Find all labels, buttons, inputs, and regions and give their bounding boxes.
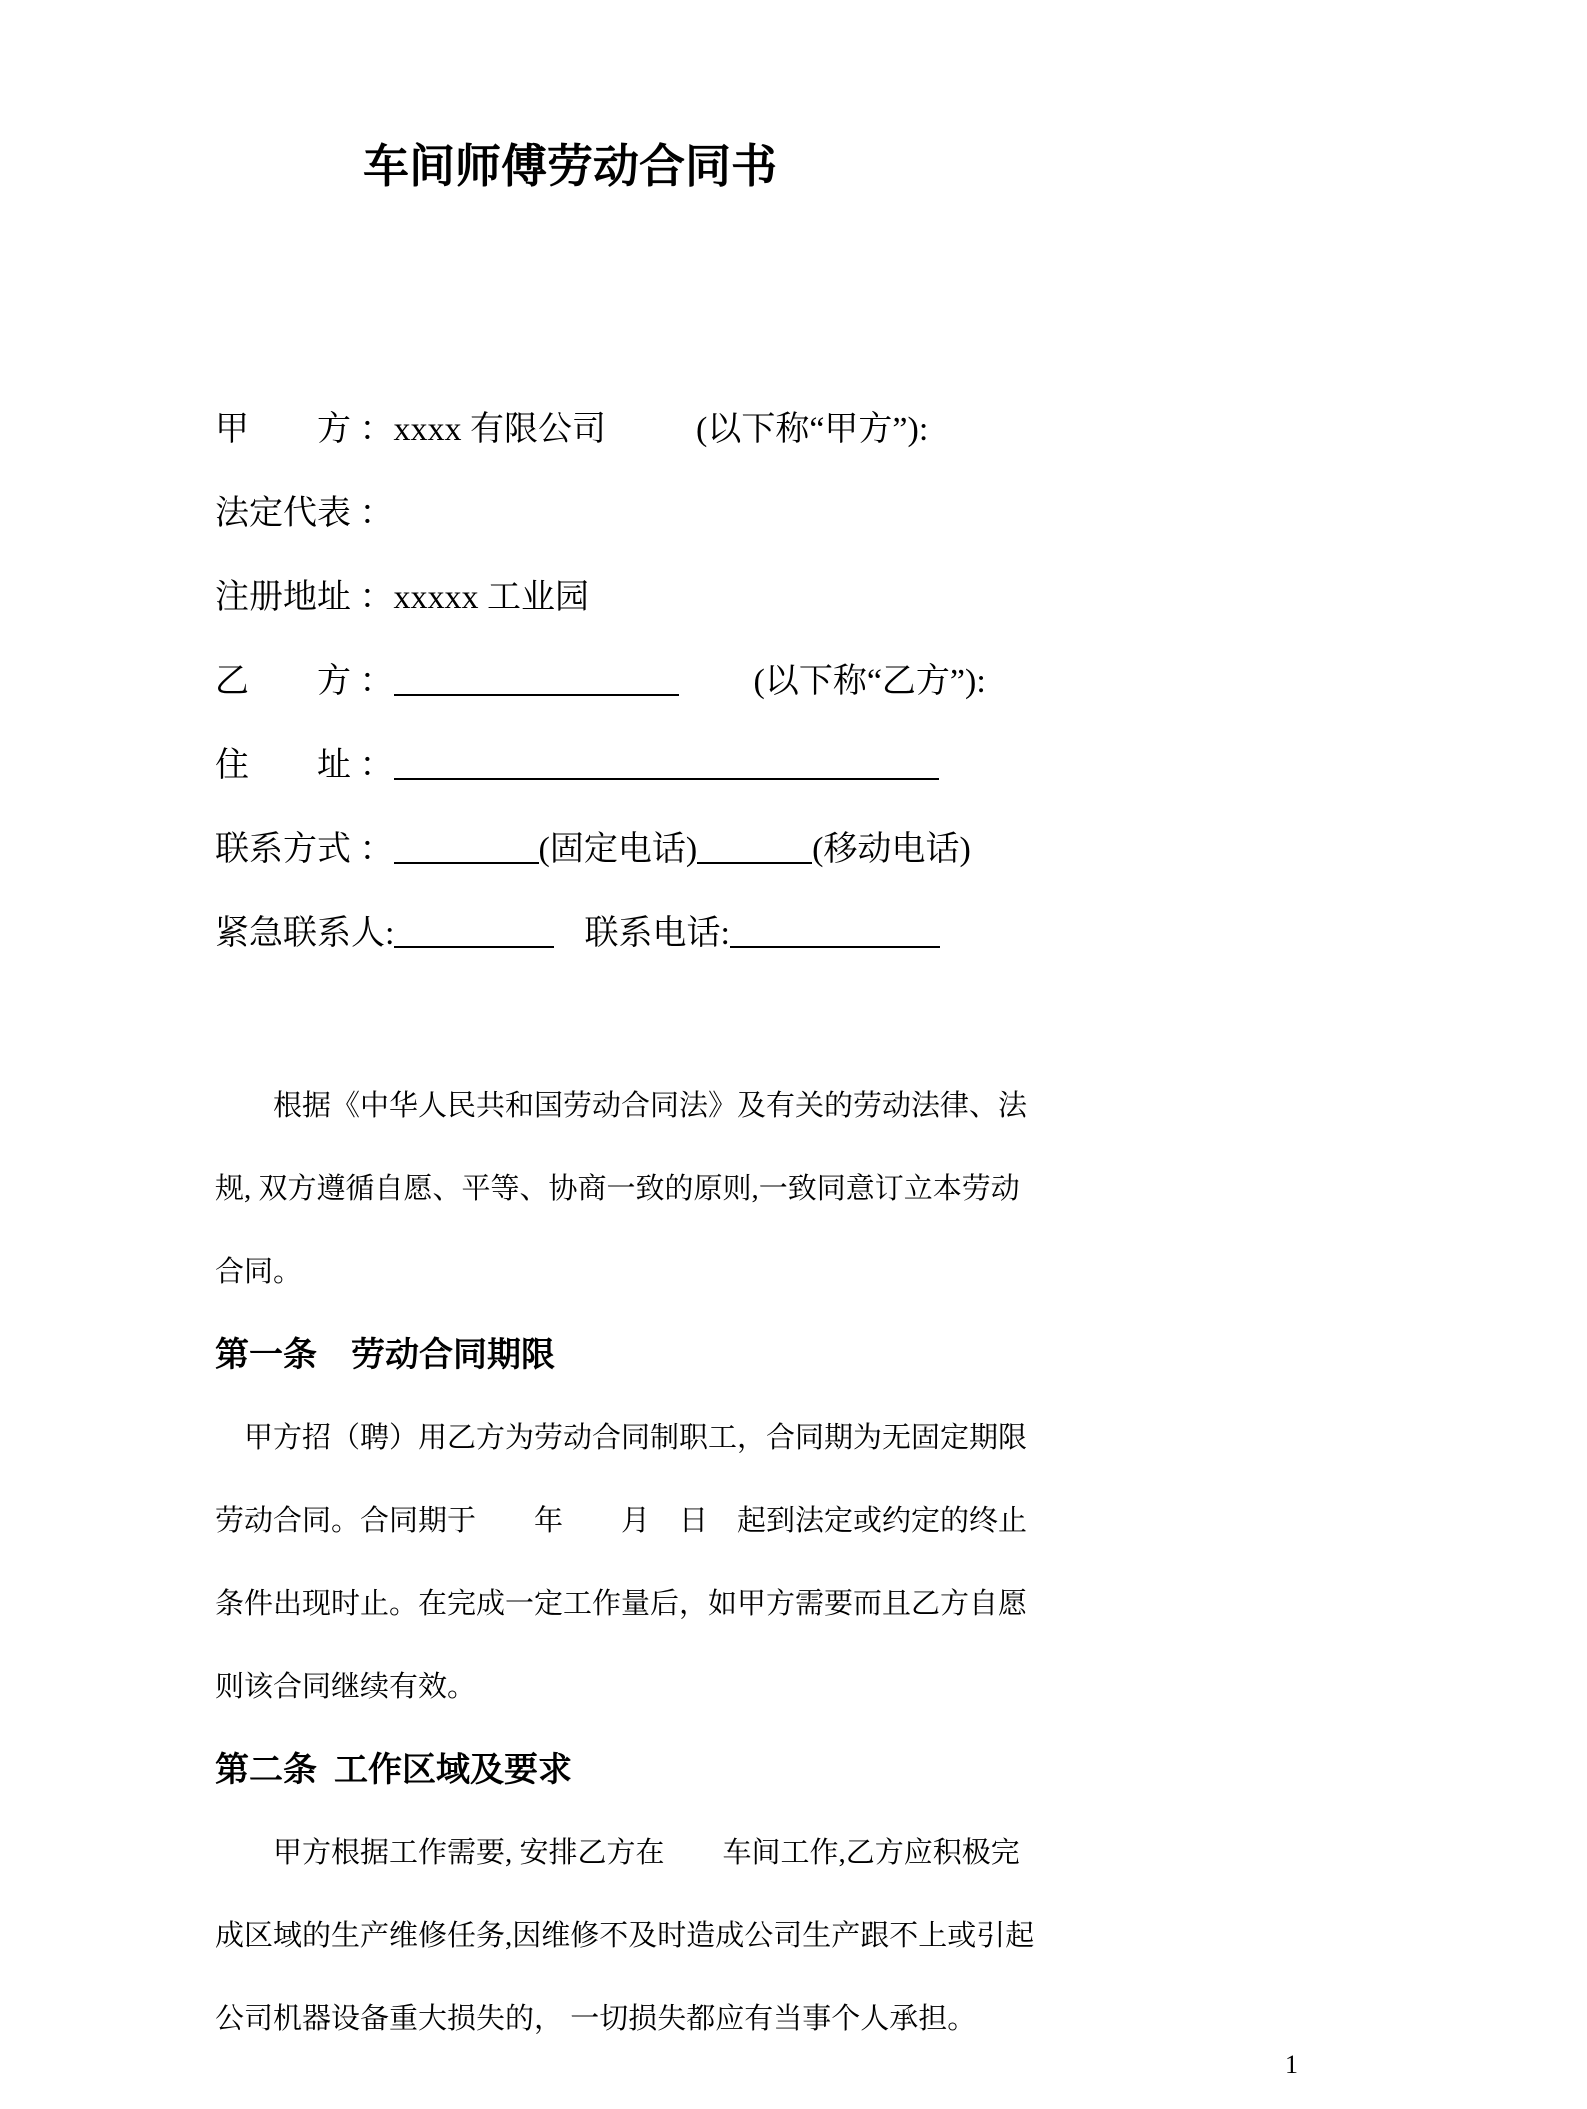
emergency-contact-blank-line <box>394 938 554 948</box>
fixed-phone-blank-line <box>394 854 539 864</box>
registered-address-label: 注册地址 <box>215 579 351 616</box>
emergency-phone-blank-line <box>730 938 940 948</box>
article-2-body: 甲方根据工作需要, 安排乙方在 车间工作,乙方应积极完 成区域的生产维修任务,因维修不及时造成公司生产跟不上或引起 公司机器设备重大损失的， 一切损失都应有当事个人承担。 <box>215 1837 1035 2035</box>
contact-label: 联系方式 <box>215 831 351 868</box>
field-emergency-contact <box>215 892 1065 976</box>
article-1-body: 甲方招（聘）用乙方为劳动合同制职工，合同期为无固定期限 劳动合同。合同期于 年 月 日 起到法定或约定的终止 条件出现时止。在完成一定工作量后，如甲方需要而且乙方自愿 则该合同继续有效。 <box>215 1422 1028 1703</box>
preamble-paragraph: 根据《中华人民共和国劳动合同法》及有关的劳动法律、法 规, 双方遵循自愿、平等、协商一致的原则,一致同意订立本劳动 合同。 <box>215 1090 1028 1288</box>
article-2-heading: 第二条 工作区域及要求 <box>215 1752 572 1789</box>
residence-colon: ： <box>351 747 394 784</box>
field-contact <box>215 808 1065 892</box>
party-b-colon: ： <box>351 663 394 700</box>
party-a-colon: ： <box>351 411 394 448</box>
mobile-phone-blank-line <box>697 854 812 864</box>
emergency-phone-label: 联系电话: <box>584 915 730 952</box>
party-b-note: (以下称“乙方”): <box>753 663 986 700</box>
emergency-contact-label: 紧急联系人: <box>215 915 395 952</box>
party-info-fields <box>215 388 1065 976</box>
party-b-label: 乙 方 <box>215 663 351 700</box>
fixed-phone-label: (固定电话) <box>538 831 698 868</box>
party-b-name-blank-line <box>394 686 679 696</box>
field-residence <box>215 724 1065 808</box>
contract-body <box>215 1065 1065 2061</box>
registered-address-colon: ： <box>351 579 394 616</box>
field-registered-address <box>215 556 1065 640</box>
party-a-value: xxxx 有限公司 <box>393 411 606 448</box>
field-legal-representative <box>215 472 1065 556</box>
mobile-phone-label: (移动电话) <box>812 831 971 868</box>
residence-blank-line <box>394 770 939 780</box>
document-title: 车间师傅劳动合同书 <box>363 141 777 192</box>
document-content <box>215 0 1065 2061</box>
page-number: 1 <box>1285 2050 1298 2079</box>
party-a-note: (以下称“甲方”): <box>696 411 929 448</box>
legal-representative-colon: ： <box>351 495 394 532</box>
residence-label: 住 址 <box>215 747 351 784</box>
contact-colon: ： <box>351 831 394 868</box>
legal-representative-label: 法定代表 <box>215 495 351 532</box>
field-party-a <box>215 388 1065 472</box>
article-1-heading: 第一条 劳动合同期限 <box>215 1337 555 1374</box>
registered-address-value: xxxxx 工业园 <box>393 579 589 616</box>
field-party-b <box>215 640 1065 724</box>
party-a-label: 甲 方 <box>215 411 351 448</box>
